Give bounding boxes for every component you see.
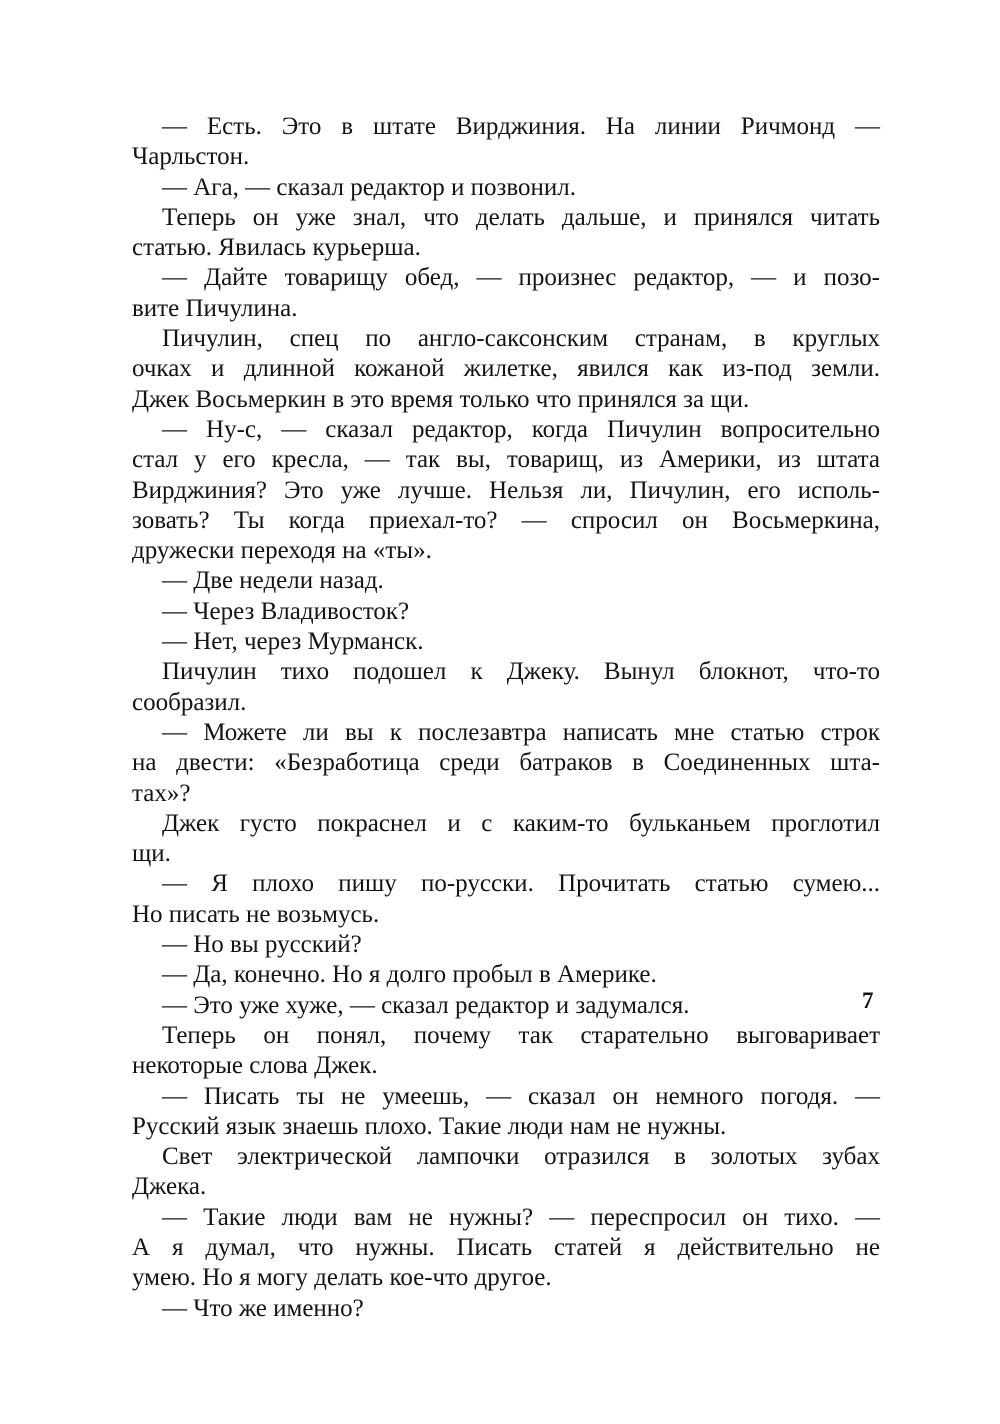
- page-number: 7: [862, 988, 874, 1013]
- text-line: сообразил.: [132, 688, 247, 716]
- text-line: Свет электрической лампочки отразился в золотых зубах: [162, 1143, 880, 1171]
- text-line: — Две недели назад.: [162, 567, 384, 595]
- text-line: — Есть. Это в штате Вирджиния. На линии Ричмонд —: [162, 113, 880, 140]
- text-line: Джек густо покраснел и с каким-то бульканьем проглотил: [162, 809, 880, 837]
- text-line: щи.: [132, 840, 171, 868]
- text-line: Пичулин, спец по англо-саксонским странам, в круглых: [162, 325, 880, 353]
- text-line: — Что же именно?: [162, 1294, 364, 1322]
- text-line: — Писать ты не умеешь, — сказал он немного погодя. —: [162, 1082, 880, 1110]
- text-line: — Это уже хуже, — сказал редактор и задумался.: [162, 991, 690, 1019]
- text-line: Пичулин тихо подошел к Джеку. Вынул блокнот, что-то: [162, 658, 880, 686]
- text-line: — Через Владивосток?: [162, 597, 410, 625]
- text-line: Джека.: [132, 1173, 207, 1201]
- text-line: — Ага, — сказал редактор и позвонил.: [162, 173, 577, 201]
- text-line: Чарльстон.: [132, 143, 250, 171]
- text-line: Джек Восьмеркин в это время только что принялся за щи.: [132, 385, 750, 413]
- text-line: очках и длинной кожаной жилетке, явился как из-под земли.: [132, 355, 880, 383]
- text-line: Русский язык знаешь плохо. Такие люди нам не нужны.: [132, 1112, 727, 1140]
- text-line: — Да, конечно. Но я долго пробыл в Америке.: [162, 961, 657, 989]
- text-line: Теперь он уже знал, что делать дальше, и принялся читать: [162, 203, 880, 231]
- text-line: тах»?: [132, 779, 191, 807]
- text-line: Вирджиния? Это уже лучше. Нельзя ли, Пичулин, его исполь-: [132, 476, 880, 504]
- text-line: А я думал, что нужны. Писать статей я действительно не: [132, 1233, 880, 1261]
- text-line: вите Пичулина.: [132, 294, 298, 322]
- text-line: статью. Явилась курьерша.: [132, 234, 421, 262]
- text-line: — Можете ли вы к послезавтра написать мне статью строк: [162, 718, 880, 746]
- text-line: — Дайте товарищу обед, — произнес редактор, — и позо-: [162, 264, 880, 292]
- text-line: дружески переходя на «ты».: [132, 537, 432, 565]
- text-line: некоторые слова Джек.: [132, 1052, 378, 1080]
- text-line: умею. Но я могу делать кое-что другое.: [132, 1264, 552, 1292]
- text-line: стал у его кресла, — так вы, товарищ, из Америки, из штата: [132, 446, 880, 474]
- text-line: — Нет, через Мурманск.: [162, 628, 424, 656]
- text-line: зовать? Ты когда приехал-то? — спросил он Восьмеркина,: [132, 506, 880, 534]
- text-line: на двести: «Безработица среди батраков в Соединенных шта-: [132, 749, 880, 777]
- text-line: — Такие люди вам не нужны? — переспросил он тихо. —: [162, 1203, 880, 1231]
- text-line: Теперь он понял, почему так старательно выговаривает: [162, 1021, 880, 1049]
- text-line: Но писать не возьмусь.: [132, 900, 380, 928]
- text-line: — Но вы русский?: [162, 931, 362, 959]
- text-line: — Я плохо пишу по-русски. Прочитать статью сумею...: [162, 870, 880, 898]
- body-text: [132, 112, 880, 1324]
- text-line: — Ну-с, — сказал редактор, когда Пичулин вопросительно: [162, 415, 880, 443]
